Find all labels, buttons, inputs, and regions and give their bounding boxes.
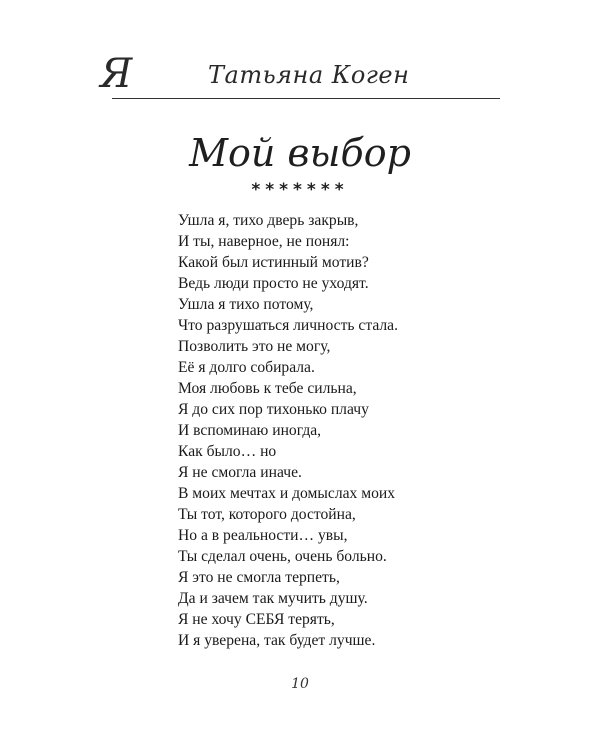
poem-line: Да и зачем так мучить душу. <box>178 590 368 607</box>
poem-line: В моих мечтах и домыслах моих <box>178 485 396 502</box>
poem-line: Я это не смогла терпеть, <box>178 569 340 586</box>
poem-line: Я до сих пор тихонько плачу <box>178 401 369 418</box>
poem-line: И я уверена, так будет лучше. <box>178 632 376 649</box>
poem-line: Моя любовь к тебе сильна, <box>178 380 357 397</box>
page-number: 10 <box>291 676 309 692</box>
poem-line: Я не смогла иначе. <box>178 464 302 481</box>
poem-line: И ты, наверное, не понял: <box>178 233 350 250</box>
poem-separator: ******* <box>251 180 349 200</box>
poem-line: Как было… но <box>178 443 277 460</box>
poem-line: Ты тот, которого достойна, <box>178 506 356 523</box>
poem-line: Но а в реальности… увы, <box>178 527 348 544</box>
poem-line: Ушла я, тихо дверь закрыв, <box>178 212 359 229</box>
poem-line: Я не хочу СЕБЯ терять, <box>178 611 335 628</box>
poem-title: Мой выбор <box>189 131 411 175</box>
poem-body <box>178 210 398 651</box>
poem-line: Что разрушаться личность стала. <box>178 317 398 334</box>
header-author-name: Татьяна Коген <box>208 61 410 89</box>
poem-line: Ушла я тихо потому, <box>178 296 314 313</box>
header-divider <box>112 98 500 99</box>
poem-line: Какой был истинный мотив? <box>178 254 369 271</box>
poem-line: Её я долго собирала. <box>178 359 315 376</box>
poem-line: И вспоминаю иногда, <box>178 422 322 439</box>
header-initial: Я <box>100 51 133 97</box>
poem-line: Позволить это не могу, <box>178 338 331 355</box>
poem-line: Ты сделал очень, очень больно. <box>178 548 387 565</box>
poem-line: Ведь люди просто не уходят. <box>178 275 369 292</box>
